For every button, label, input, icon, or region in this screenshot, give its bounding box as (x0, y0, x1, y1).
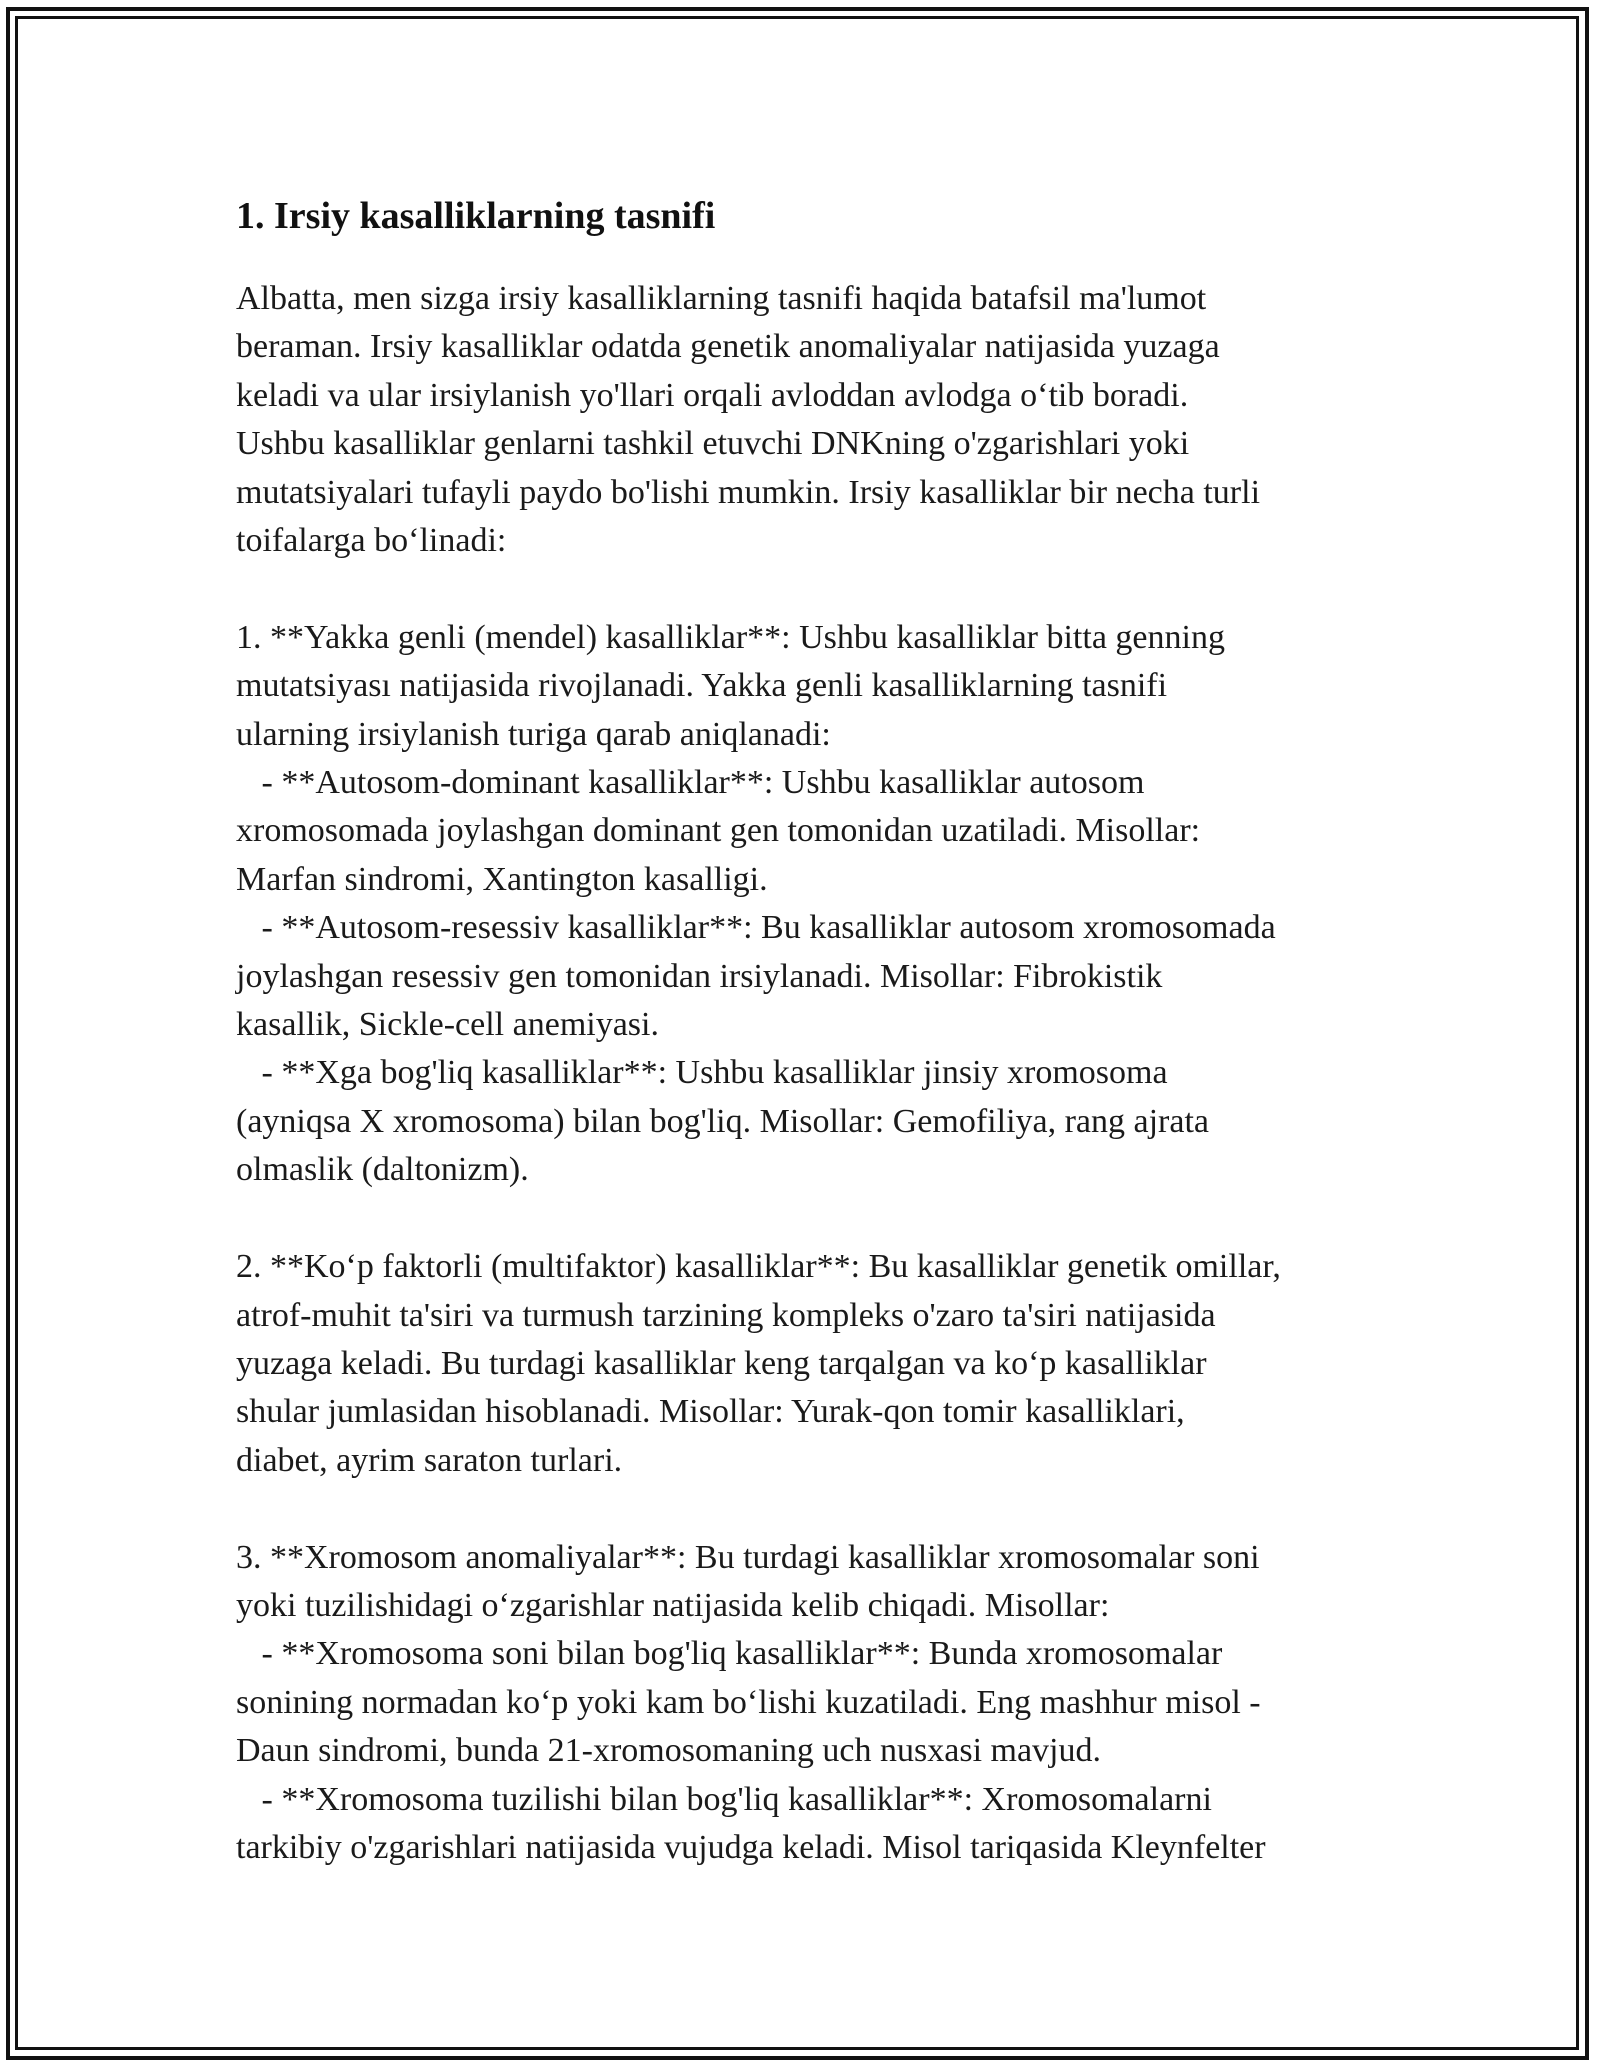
paragraph-gap (236, 1485, 1376, 1533)
paragraph-gap (236, 565, 1376, 613)
single-gene-section: 1. **Yakka genli (mendel) kasalliklar**: Ushbu kasalliklar bitta genning mutatsiyası natijasida rivojlanadi. Yakka genli kasalliklarning tasnifi ularning irsiylanish turiga qarab aniqlanadi: - **Autosom-dominant kasalliklar**: Ushbu kasalliklar autosom xromosomada joylashgan dominant gen tomonidan uzatiladi. Misollar: Marfan sindromi, Xantington kasalligi. - **Autosom-resessiv kasalliklar**: Bu kasalliklar autosom xromosomada joylashgan resessiv gen tomonidan irsiylanadi. Misollar: Fibrokistik kasallik, Sickle-cell anemiyasi. - **Xga bog'liq kasalliklar**: Ushbu kasalliklar jinsiy xromosoma (ayniqsa X xromosoma) bilan bog'liq. Misollar: Gemofiliya, rang ajrata olmaslik (daltonizm). (236, 618, 1276, 1189)
section-heading: 1. Irsiy kasalliklarning tasnifi (236, 195, 716, 237)
chromosome-section: 3. **Xromosom anomaliyalar**: Bu turdagi kasalliklar xromosomalar soni yoki tuzilishidagi o‘zgarishlar natijasida kelib chiqadi. Misollar: - **Xromosoma soni bilan bog'liq kasalliklar**: Bunda xromosomalar sonining normadan ko‘p yoki kam bo‘lishi kuzatiladi. Eng mashhur misol - Daun sindromi, bunda 21-xromosomaning uch nusxasi mavjud. - **Xromosoma tuzilishi bilan bog'liq kasalliklar**: Xromosomalarni tarkibiy o'zgarishlari natijasida vujudga keladi. Misol tariqasida Kleynfelter (236, 1538, 1266, 1866)
intro-paragraph: Albatta, men sizga irsiy kasalliklarning tasnifi haqida batafsil ma'lumot beraman. Irsiy kasalliklar odatda genetik anomaliyalar natijasida yuzaga keladi va ular irsiylanish yo'llari orqali avloddan avlodga o‘tib boradi. Ushbu kasalliklar genlarni tashkil etuvchi DNKning o'zgarishlari yoki mutatsiyalari tufayli paydo bo'lishi mumkin. Irsiy kasalliklar bir necha turli toifalarga bo‘linadi: (236, 280, 1261, 560)
multifactor-section: 2. **Ko‘p faktorli (multifaktor) kasalliklar**: Bu kasalliklar genetik omillar, atrof-muhit ta'siri va turmush tarzining kompleks o'zaro ta'siri natijasida yuzaga keladi. Bu turdagi kasalliklar keng tarqalgan va ko‘p kasalliklar shular jumlasidan hisoblanadi. Misollar: Yurak-qon tomir kasalliklari, diabet, ayrim saraton turlari. (236, 1248, 1281, 1479)
paragraph-gap (236, 1195, 1376, 1243)
document-body (236, 190, 1376, 1872)
